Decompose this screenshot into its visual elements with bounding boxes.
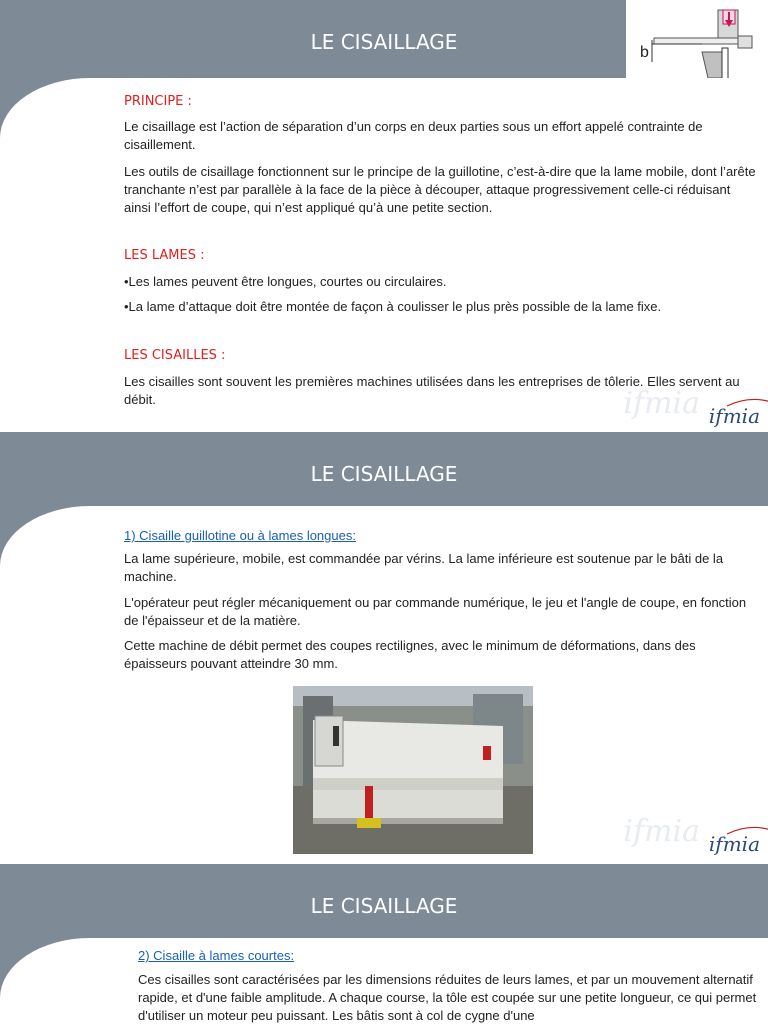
paragraph: •Les lames peuvent être longues, courtes ou circulaires. xyxy=(124,274,447,289)
diagram-label-b: b xyxy=(640,44,649,61)
paragraph: Les cisailles sont souvent les premières machines utilisées dans les entreprises de tôlerie. Elles servent au débit. xyxy=(124,374,740,407)
ifmia-logo: ifmia ifmia xyxy=(709,404,760,428)
slide-title: LE CISAILLAGE xyxy=(310,462,458,486)
slide-1 xyxy=(0,0,768,432)
section-heading-cisailles: LES CISAILLES : xyxy=(124,348,226,363)
section-heading-principe: PRINCIPE : xyxy=(124,94,192,109)
guillotine-machine-photo xyxy=(293,686,533,854)
paragraph: L'opérateur peut régler mécaniquement ou par commande numérique, le jeu et l'angle de coupe, en fonction de l'épaisseur et de la matière. xyxy=(124,595,747,628)
slide-2 xyxy=(0,434,768,864)
section-heading-lames: LES LAMES : xyxy=(124,248,205,263)
paragraph: Les outils de cisaillage fonctionnent sur le principe de la guillotine, c’est-à-dire que la lame mobile, dont l’arête tranchante n’est par parallèle à la face de la pièce à découper, attaque progressivement celle-ci réduisant ainsi l’effort de coupe, qui n’est appliqué qu’à une petite section. xyxy=(124,164,756,215)
slide-title: LE CISAILLAGE xyxy=(310,30,458,54)
slide-title: LE CISAILLAGE xyxy=(310,894,458,918)
slide-3 xyxy=(0,866,768,1024)
paragraph: Ces cisailles sont caractérisées par les dimensions réduites de leurs lames, et par un mouvement alternatif rapide, et d'une faible amplitude. A chaque course, la tôle est coupée sur une petite longueur, ce qui permet d'utiliser un moteur peu puissant. Les bâtis sont à col de cygne d'une xyxy=(138,972,757,1023)
content-panel xyxy=(0,78,768,432)
section-subheading: 2) Cisaille à lames courtes: xyxy=(138,948,295,963)
paragraph: Le cisaillage est l’action de séparation d’un corps en deux parties sous un effort appelé contrainte de cisaillement. xyxy=(124,119,703,152)
content-panel xyxy=(0,938,768,1024)
paragraph: La lame supérieure, mobile, est commandée par vérins. La lame inférieure est soutenue par le bâti de la machine. xyxy=(124,551,724,584)
content-panel xyxy=(0,506,768,864)
ifmia-logo: ifmia ifmia xyxy=(709,832,760,856)
paragraph: Cette machine de débit permet des coupes rectilignes, avec le minimum de déformations, dans des épaisseurs pouvant atteindre 30 mm. xyxy=(124,638,696,671)
section-subheading: 1) Cisaille guillotine ou à lames longues: xyxy=(124,528,356,543)
paragraph: •La lame d’attaque doit être montée de façon à coulisser le plus près possible de la lame fixe. xyxy=(124,299,662,314)
